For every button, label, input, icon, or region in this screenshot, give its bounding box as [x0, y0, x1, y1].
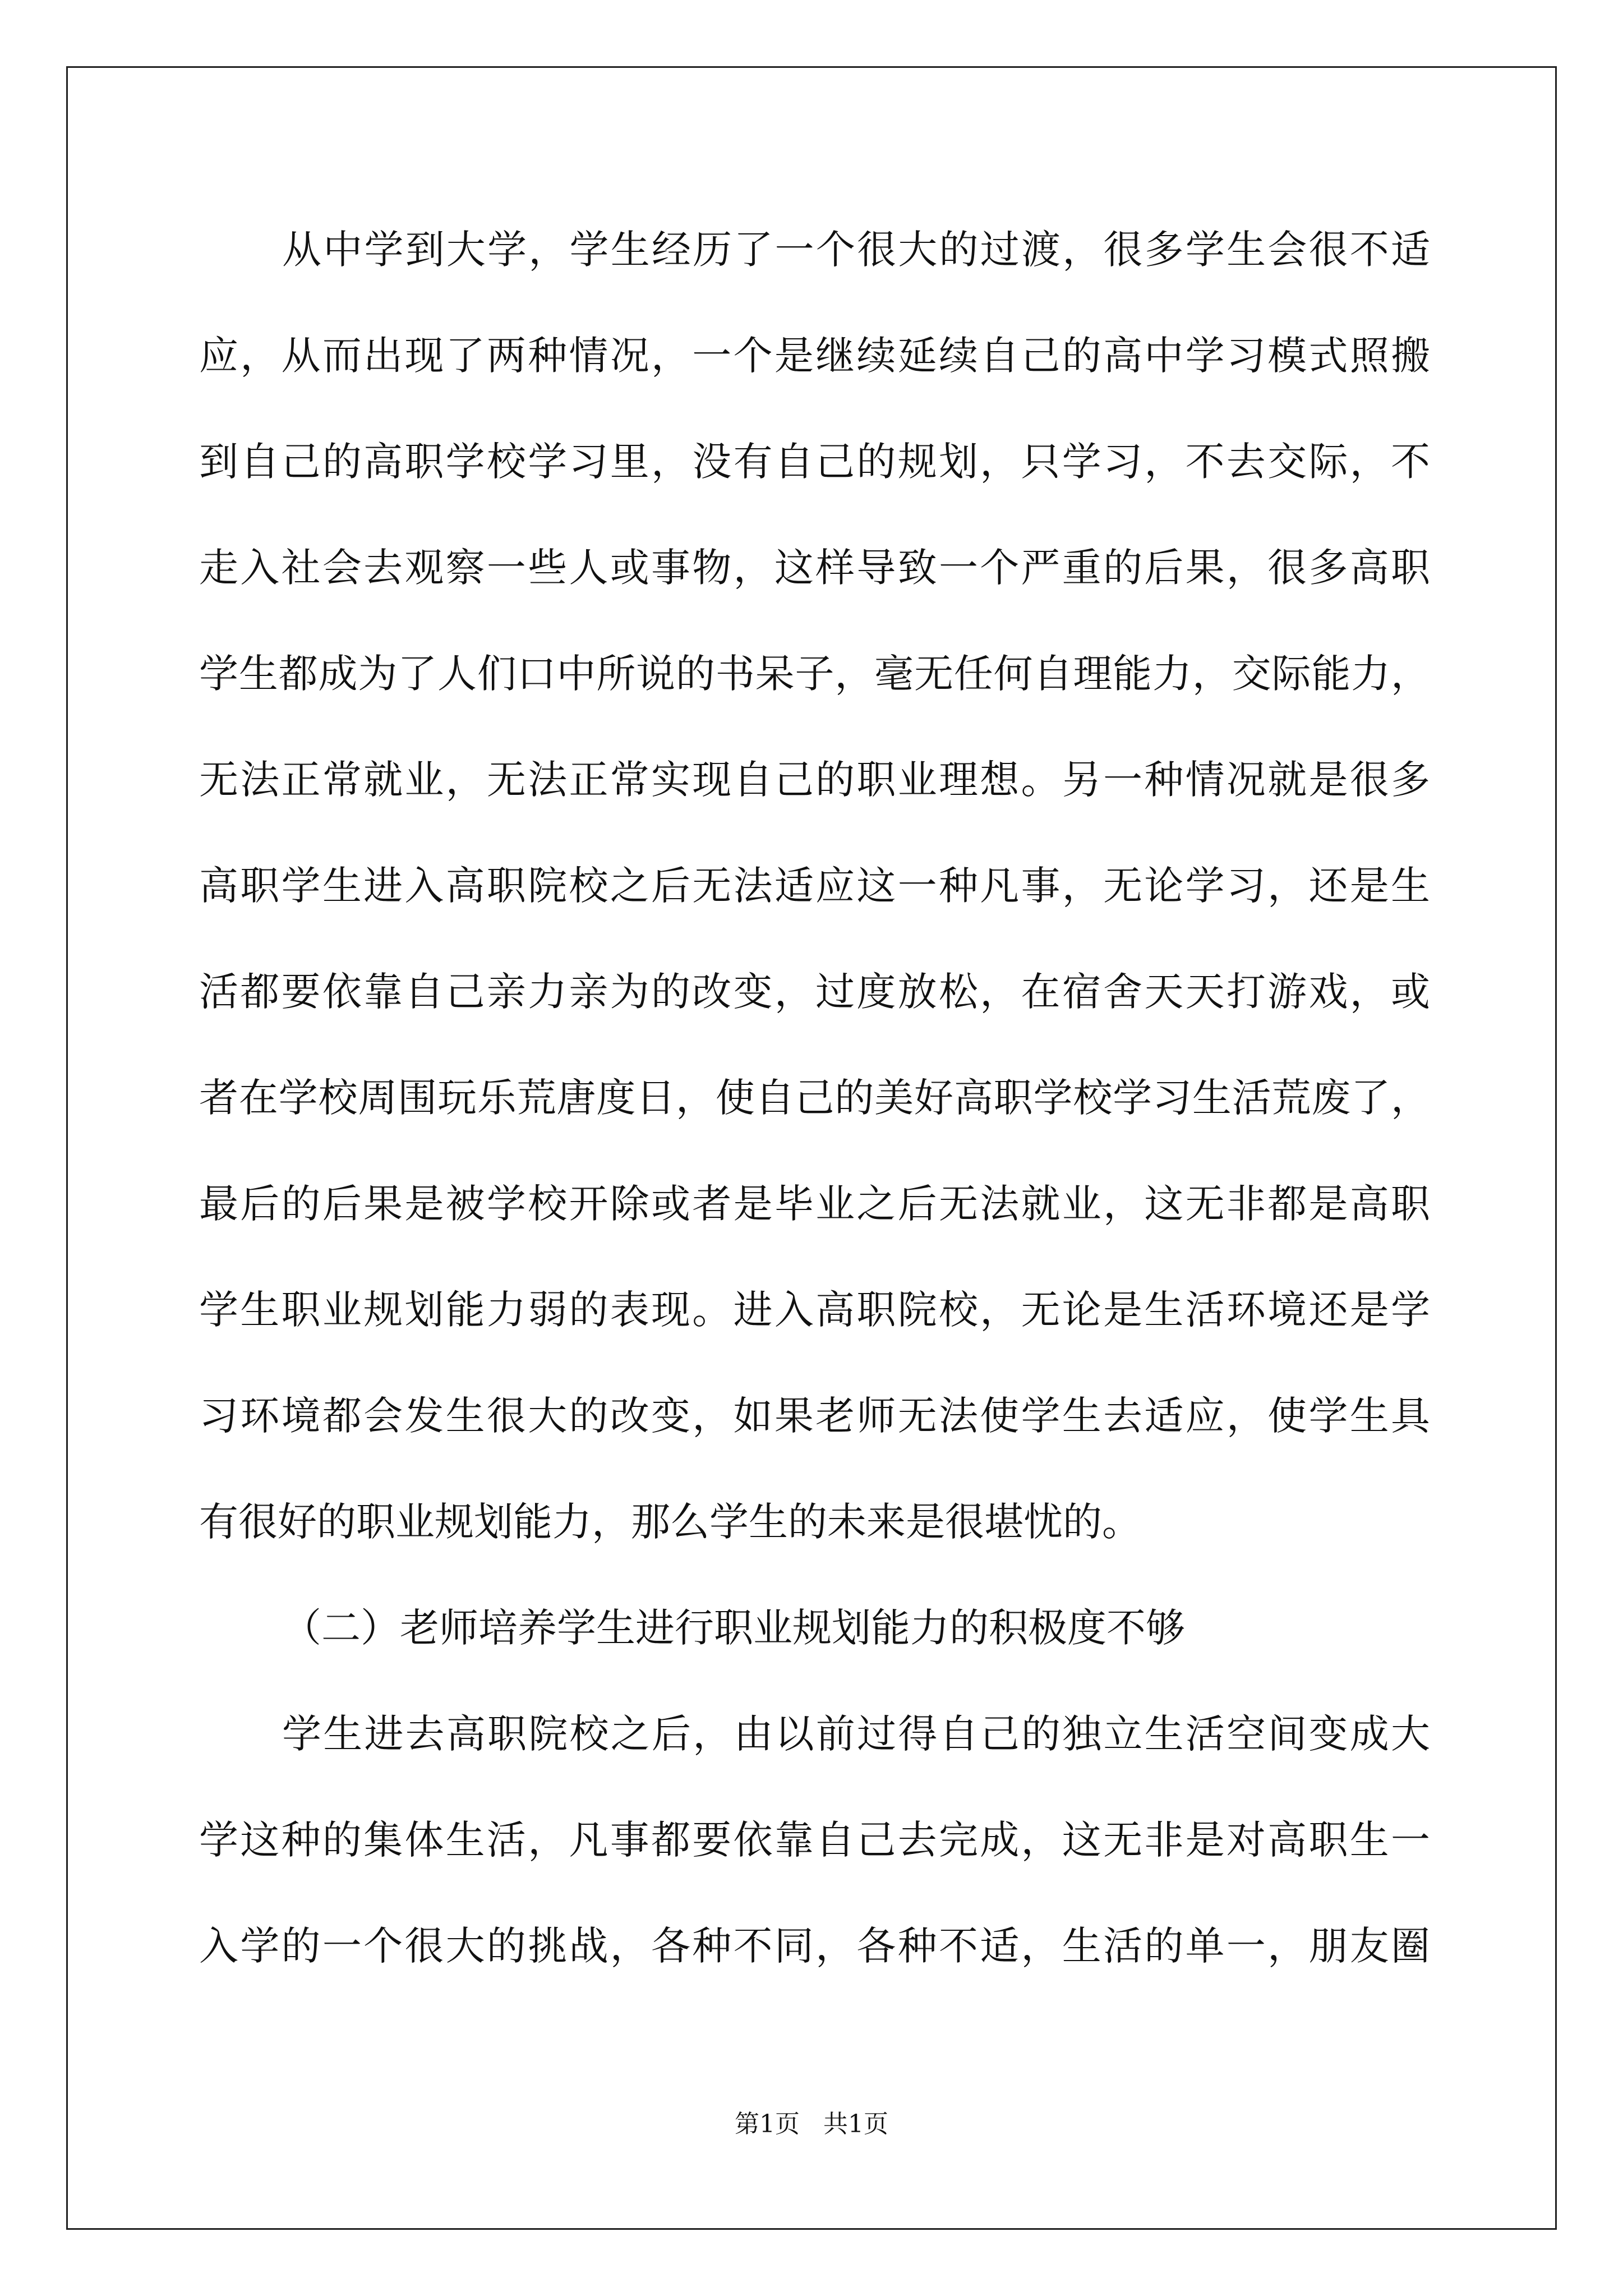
text-line: 习环境都会发生很大的改变，如果老师无法使学生去适应，使学生具 — [199, 1393, 1430, 1439]
text-line: 学这种的集体生活，凡事都要依靠自己去完成，这无非是对高职生一 — [199, 1817, 1430, 1863]
text-line: 学生都成为了人们口中所说的书呆子，毫无任何自理能力，交际能力， — [199, 651, 1430, 697]
text-line: 走入社会去观察一些人或事物，这样导致一个严重的后果，很多高职 — [199, 545, 1430, 591]
document-body — [199, 219, 1430, 2021]
text-line: 学生进去高职院校之后，由以前过得自己的独立生活空间变成大 — [282, 1711, 1430, 1757]
text-line: 从中学到大学，学生经历了一个很大的过渡，很多学生会很不适 — [282, 227, 1430, 273]
text-line: 有很好的职业规划能力，那么学生的未来是很堪忧的。 — [199, 1499, 1141, 1545]
text-line: 到自己的高职学校学习里，没有自己的规划，只学习，不去交际，不 — [199, 439, 1430, 485]
text-line: 者在学校周围玩乐荒唐度日，使自己的美好高职学校学习生活荒废了， — [199, 1075, 1430, 1121]
text-line: 学生职业规划能力弱的表现。进入高职院校，无论是生活环境还是学 — [199, 1287, 1430, 1333]
page-footer — [0, 2104, 1623, 2139]
text-line: 高职学生进入高职院校之后无法适应这一种凡事，无论学习，还是生 — [199, 863, 1430, 909]
text-line: 入学的一个很大的挑战，各种不同，各种不适，生活的单一，朋友圈 — [199, 1923, 1430, 1969]
text-line: 无法正常就业，无法正常实现自己的职业理想。另一种情况就是很多 — [199, 757, 1430, 803]
text-line: 应，从而出现了两种情况，一个是继续延续自己的高中学习模式照搬 — [199, 333, 1430, 379]
text-line: 最后的后果是被学校开除或者是毕业之后无法就业，这无非都是高职 — [199, 1181, 1430, 1227]
page-number: 第1页 — [735, 2110, 800, 2138]
section-heading: （二）老师培养学生进行职业规划能力的积极度不够 — [282, 1605, 1185, 1651]
page-total: 共1页 — [823, 2110, 888, 2138]
text-line: 活都要依靠自己亲力亲为的改变，过度放松，在宿舍天天打游戏，或 — [199, 969, 1430, 1015]
